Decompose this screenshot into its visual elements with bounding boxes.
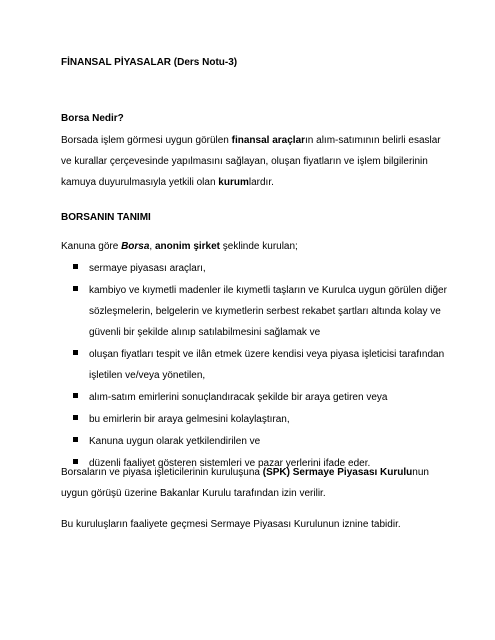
bullet-line: sözleşmelerin, belgelerin ve kıymetlerin serbest rekabet şartları altında kolay ve: [89, 306, 441, 317]
bullet-line: oluşan fiyatları tespit ve ilân etmek üzere kendisi veya piyasa işleticisi tarafından: [89, 349, 445, 360]
closing-paragraph: [61, 462, 451, 504]
square-bullet-icon: [73, 264, 78, 269]
bullet-item: [73, 409, 463, 430]
bullet-item: [73, 280, 463, 343]
closing-bold-term: (SPK) Sermaye Piyasası Kurulu: [262, 467, 413, 478]
square-bullet-icon: [73, 437, 78, 442]
bullet-line: bu emirlerin bir araya gelmesini kolaylaştıran,: [89, 414, 290, 425]
section-heading: BORSANIN TANIMI: [61, 212, 151, 223]
bullet-list: [73, 258, 463, 475]
section-question: Borsa Nedir?: [61, 113, 124, 124]
bullet-line: sermaye piyasası araçları,: [89, 263, 206, 274]
bullet-item: [73, 258, 463, 279]
definition-text: ın alım-satımının belirli esaslar: [305, 135, 441, 146]
bullet-line: güvenli bir şekilde alınıp satılabilmesini sağlamak ve: [89, 327, 321, 338]
document-title: FİNANSAL PİYASALAR (Ders Notu-3): [61, 57, 238, 68]
definition-line-2: ve kurallar çerçevesinde yapılmasını sağlayan, oluşan fiyatların ve işlem bilgilerinin: [61, 156, 428, 167]
square-bullet-icon: [73, 286, 78, 291]
definition-paragraph: [61, 130, 451, 193]
intro-bold-italic-term: Borsa: [121, 241, 150, 252]
definition-line-1: [61, 130, 451, 151]
definition-text: Borsada işlem görmesi uygun görülen: [61, 135, 232, 146]
closing-text: Borsaların ve piyasa işleticilerinin kuruluşuna: [61, 467, 263, 478]
square-bullet-icon: [73, 393, 78, 398]
bullet-line: alım-satım emirlerini sonuçlandıracak şekilde bir araya getiren veya: [89, 392, 388, 403]
definition-bold-term: finansal araçlar: [231, 135, 306, 146]
closing-line-1: [61, 462, 451, 483]
definition-text: lardır.: [248, 177, 274, 188]
bullet-item: [73, 431, 463, 452]
intro-bold-term: anonim şirket: [154, 241, 221, 252]
bullet-line: Kanuna uygun olarak yetkilendirilen ve: [89, 436, 261, 447]
bullet-line: kambiyo ve kıymetli madenler ile kıymetli taşların ve Kurulca uygun görülen diğer: [89, 285, 447, 296]
bullet-line: işletilen ve/veya yönetilen,: [89, 370, 206, 381]
definition-text: kamuya duyurulmasıyla yetkili olan: [61, 177, 219, 188]
intro-text: şeklinde kurulan;: [220, 241, 298, 252]
intro-line: [61, 236, 451, 257]
final-paragraph: Bu kuruluşların faaliyete geçmesi Sermaye Piyasası Kurulunun iznine tabidir.: [61, 519, 401, 530]
intro-text: ,: [149, 241, 155, 252]
bullet-item: [73, 387, 463, 408]
closing-text: nun: [412, 467, 429, 478]
closing-line-2: uygun görüşü üzerine Bakanlar Kurulu tarafından izin verilir.: [61, 488, 326, 499]
square-bullet-icon: [73, 415, 78, 420]
bullet-line: düzenli faaliyet gösteren sistemleri ve pazar yerlerini ifade eder.: [89, 458, 371, 469]
intro-text: Kanuna göre: [61, 241, 122, 252]
square-bullet-icon: [73, 350, 78, 355]
definition-line-3: [61, 172, 451, 193]
definition-bold-term: kurum: [218, 177, 249, 188]
bullet-item: [73, 344, 463, 386]
